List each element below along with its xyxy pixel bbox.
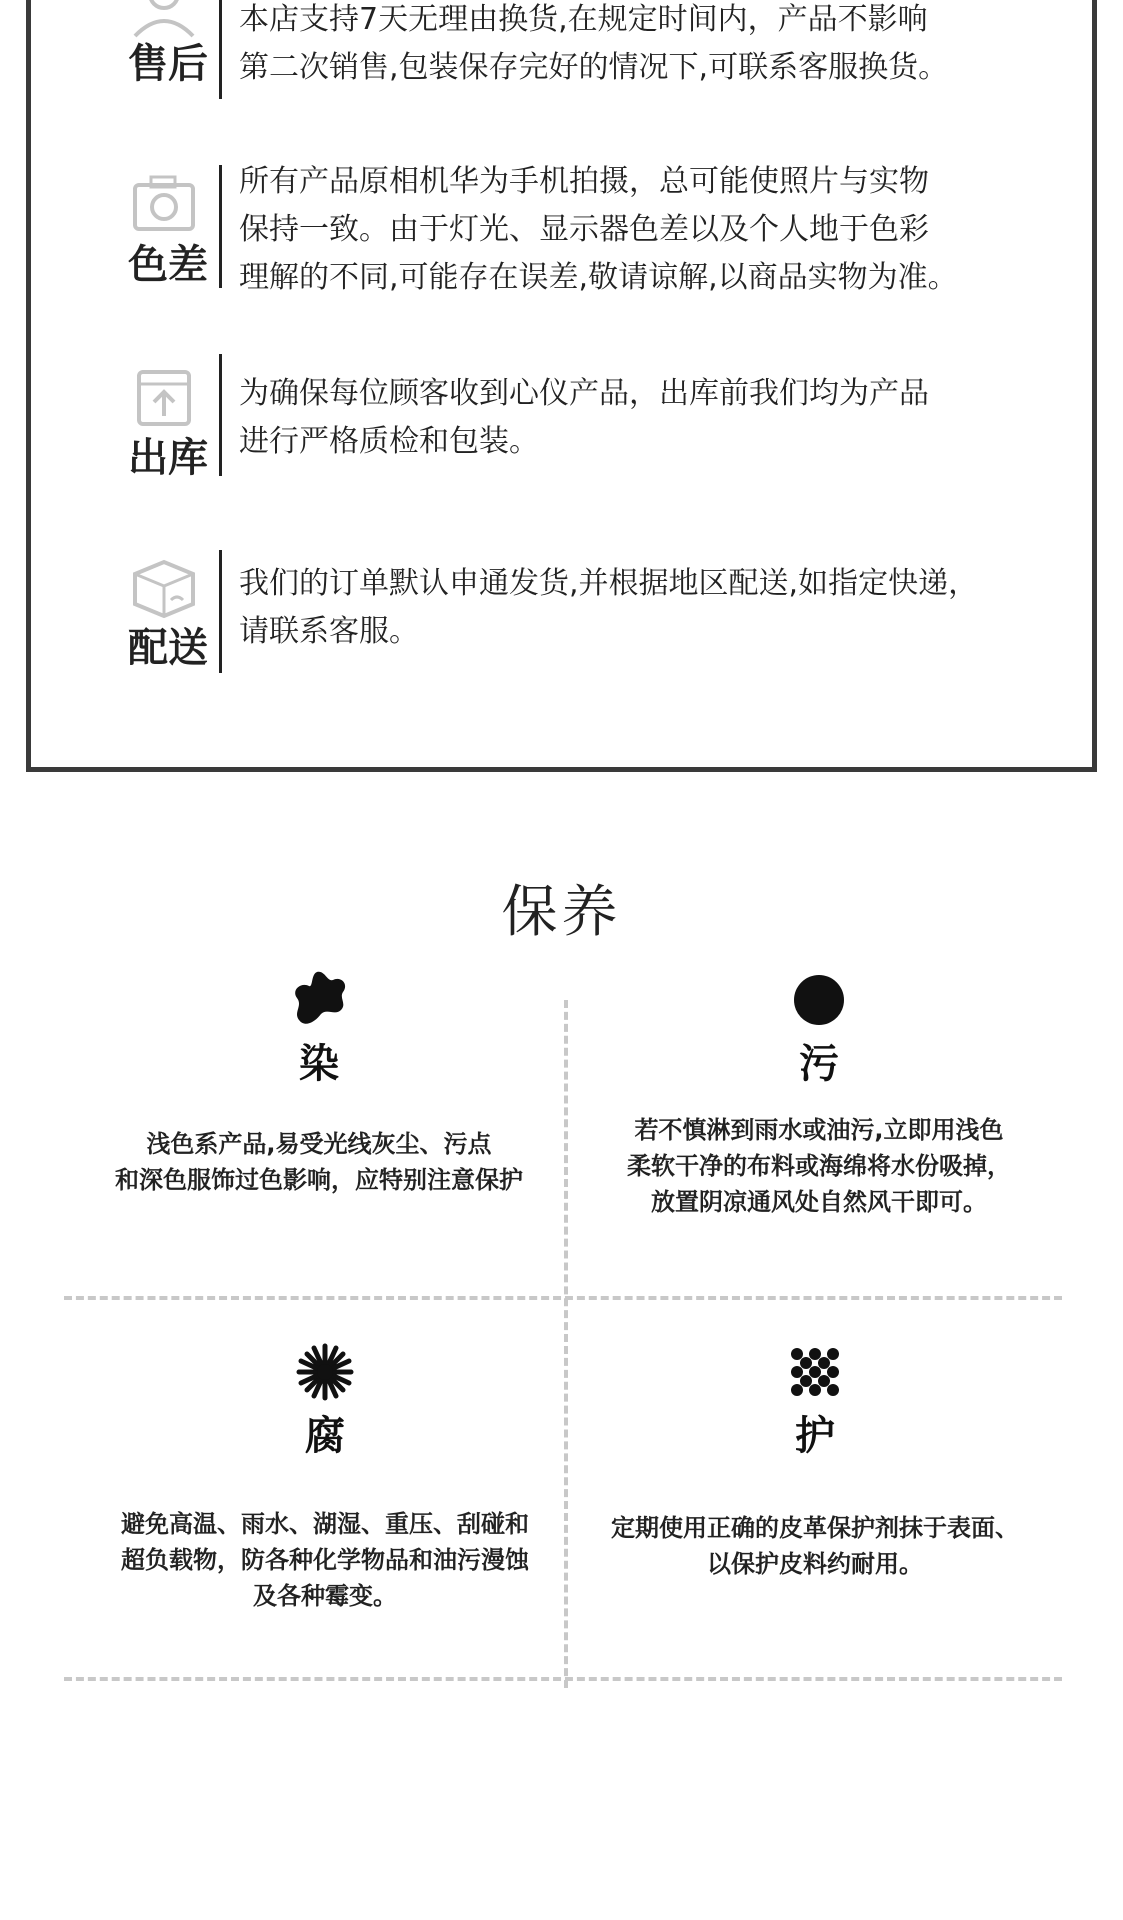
dirt-dot-icon [787,968,851,1032]
upload-box-icon [121,366,207,428]
policy-box [26,0,1097,772]
policy-title: 出库 [128,435,208,481]
policy-divider [219,165,222,288]
camera-icon [121,173,207,235]
stain-splat-icon [287,968,351,1032]
policy-text: 本店支持7天无理由换货,在规定时间内，产品不影响 第二次销售,包装保存完好的情况下,可联系客服换货。 [239,2,949,85]
care-label: 腐 [305,1413,345,1459]
care-text: 若不慎淋到雨水或油污,立即用浅色 柔软干净的布料或海绵将水份吸掉， 放置阴凉通风处自然风干即可。 [627,1116,1011,1216]
policy-text: 我们的订单默认申通发货,并根据地区配送,如指定快递， 请联系客服。 [239,566,979,649]
grid-divider-horizontal [64,1677,1062,1681]
policy-text: 为确保每位顾客收到心仪产品，出库前我们均为产品 进行严格质检和包装。 [239,376,929,459]
care-label: 护 [795,1413,835,1459]
care-label: 污 [799,1041,839,1087]
care-item-stain [74,968,564,1198]
care-text: 避免高温、雨水、湖湿、重压、刮碰和 超负载物，防各种化学物品和油污漫蚀 及各种霉变。 [121,1510,529,1610]
care-label: 染 [299,1041,339,1087]
care-text: 浅色系产品,易受光线灰尘、污点 和深色服饰过色影响，应特别注意保护 [115,1130,523,1194]
care-item-corrosion [80,1340,570,1614]
policy-divider [219,354,222,476]
policy-title: 售后 [128,41,208,87]
policy-title: 色差 [128,242,208,288]
policy-text: 所有产品原相机华为手机拍摄，总可能使照片与实物 保持一致。由于灯光、显示器色差以及个人地于色彩 理解的不同,可能存在误差,敬请谅解,以商品实物为准。 [239,164,958,295]
corrosion-burst-icon [293,1340,357,1404]
care-item-protect [570,1340,1060,1582]
care-item-dirt [574,968,1064,1220]
grid-divider-horizontal [64,1296,1062,1300]
policy-divider [219,550,222,673]
protect-grid-icon [783,1340,847,1404]
policy-title: 配送 [128,625,208,671]
section-title: 保养 [501,880,622,945]
delivery-box-icon [121,556,207,618]
policy-divider [219,0,222,99]
care-text: 定期使用正确的皮革保护剂抹于表面、 以保护皮料约耐用。 [611,1514,1019,1578]
